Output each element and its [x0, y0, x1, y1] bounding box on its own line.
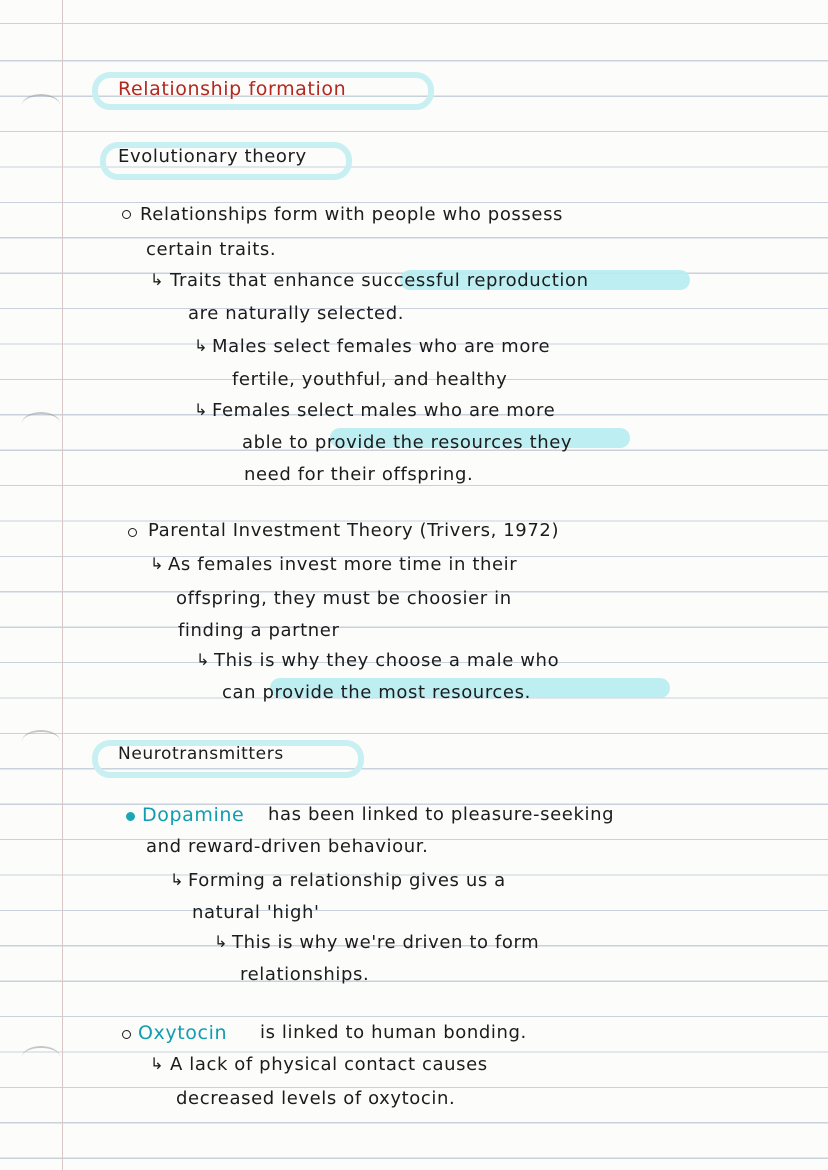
note-line: and reward-driven behaviour.: [146, 836, 429, 857]
sub-arrow-icon: ↳: [170, 870, 184, 889]
keyword-dopamine: Dopamine: [142, 804, 245, 826]
page-hole-mark: [22, 730, 60, 752]
note-line: Traits that enhance successful reproduction: [170, 270, 589, 291]
sub-arrow-icon: ↳: [150, 554, 164, 573]
note-line: As females invest more time in their: [168, 554, 518, 575]
bullet-point: [122, 1030, 131, 1039]
sub-arrow-icon: ↳: [150, 270, 164, 289]
note-line: Males select females who are more: [212, 336, 551, 357]
margin-line: [62, 0, 63, 1170]
note-line: able to provide the resources they: [242, 432, 573, 453]
note-line: A lack of physical contact causes: [170, 1054, 488, 1075]
sub-arrow-icon: ↳: [150, 1054, 164, 1073]
section-heading-evolutionary: Evolutionary theory: [118, 146, 307, 167]
note-line: decreased levels of oxytocin.: [176, 1088, 456, 1109]
page-hole-mark: [22, 94, 60, 116]
note-line: are naturally selected.: [188, 303, 405, 324]
sub-arrow-icon: ↳: [194, 336, 208, 355]
sub-arrow-icon: ↳: [196, 650, 210, 669]
bullet-point: [122, 210, 131, 219]
note-line: can provide the most resources.: [222, 682, 531, 703]
section-heading-neurotransmitters: Neurotransmitters: [118, 744, 284, 764]
note-line: finding a partner: [178, 620, 340, 641]
note-line: fertile, youthful, and healthy: [232, 369, 508, 390]
page-hole-mark: [22, 412, 60, 434]
note-line: Forming a relationship gives us a: [188, 870, 506, 891]
sub-arrow-icon: ↳: [194, 400, 208, 419]
note-line: This is why we're driven to form: [232, 932, 540, 953]
note-line: has been linked to pleasure-seeking: [268, 804, 615, 825]
keyword-oxytocin: Oxytocin: [138, 1022, 228, 1044]
note-line: need for their offspring.: [244, 464, 474, 485]
note-line: relationships.: [240, 964, 370, 985]
note-line: This is why they choose a male who: [214, 650, 560, 671]
bullet-point: [126, 812, 135, 821]
sub-arrow-icon: ↳: [214, 932, 228, 951]
note-line: is linked to human bonding.: [260, 1022, 527, 1043]
note-line: Relationships form with people who possess: [140, 204, 564, 225]
note-line: certain traits.: [146, 239, 277, 260]
note-line: Females select males who are more: [212, 400, 556, 421]
bullet-point: [128, 528, 137, 537]
note-line: Parental Investment Theory (Trivers, 1972): [148, 520, 560, 541]
note-line: natural 'high': [192, 902, 320, 923]
page-hole-mark: [22, 1046, 60, 1068]
note-line: offspring, they must be choosier in: [176, 588, 512, 609]
section-heading-relationship: Relationship formation: [118, 78, 347, 100]
